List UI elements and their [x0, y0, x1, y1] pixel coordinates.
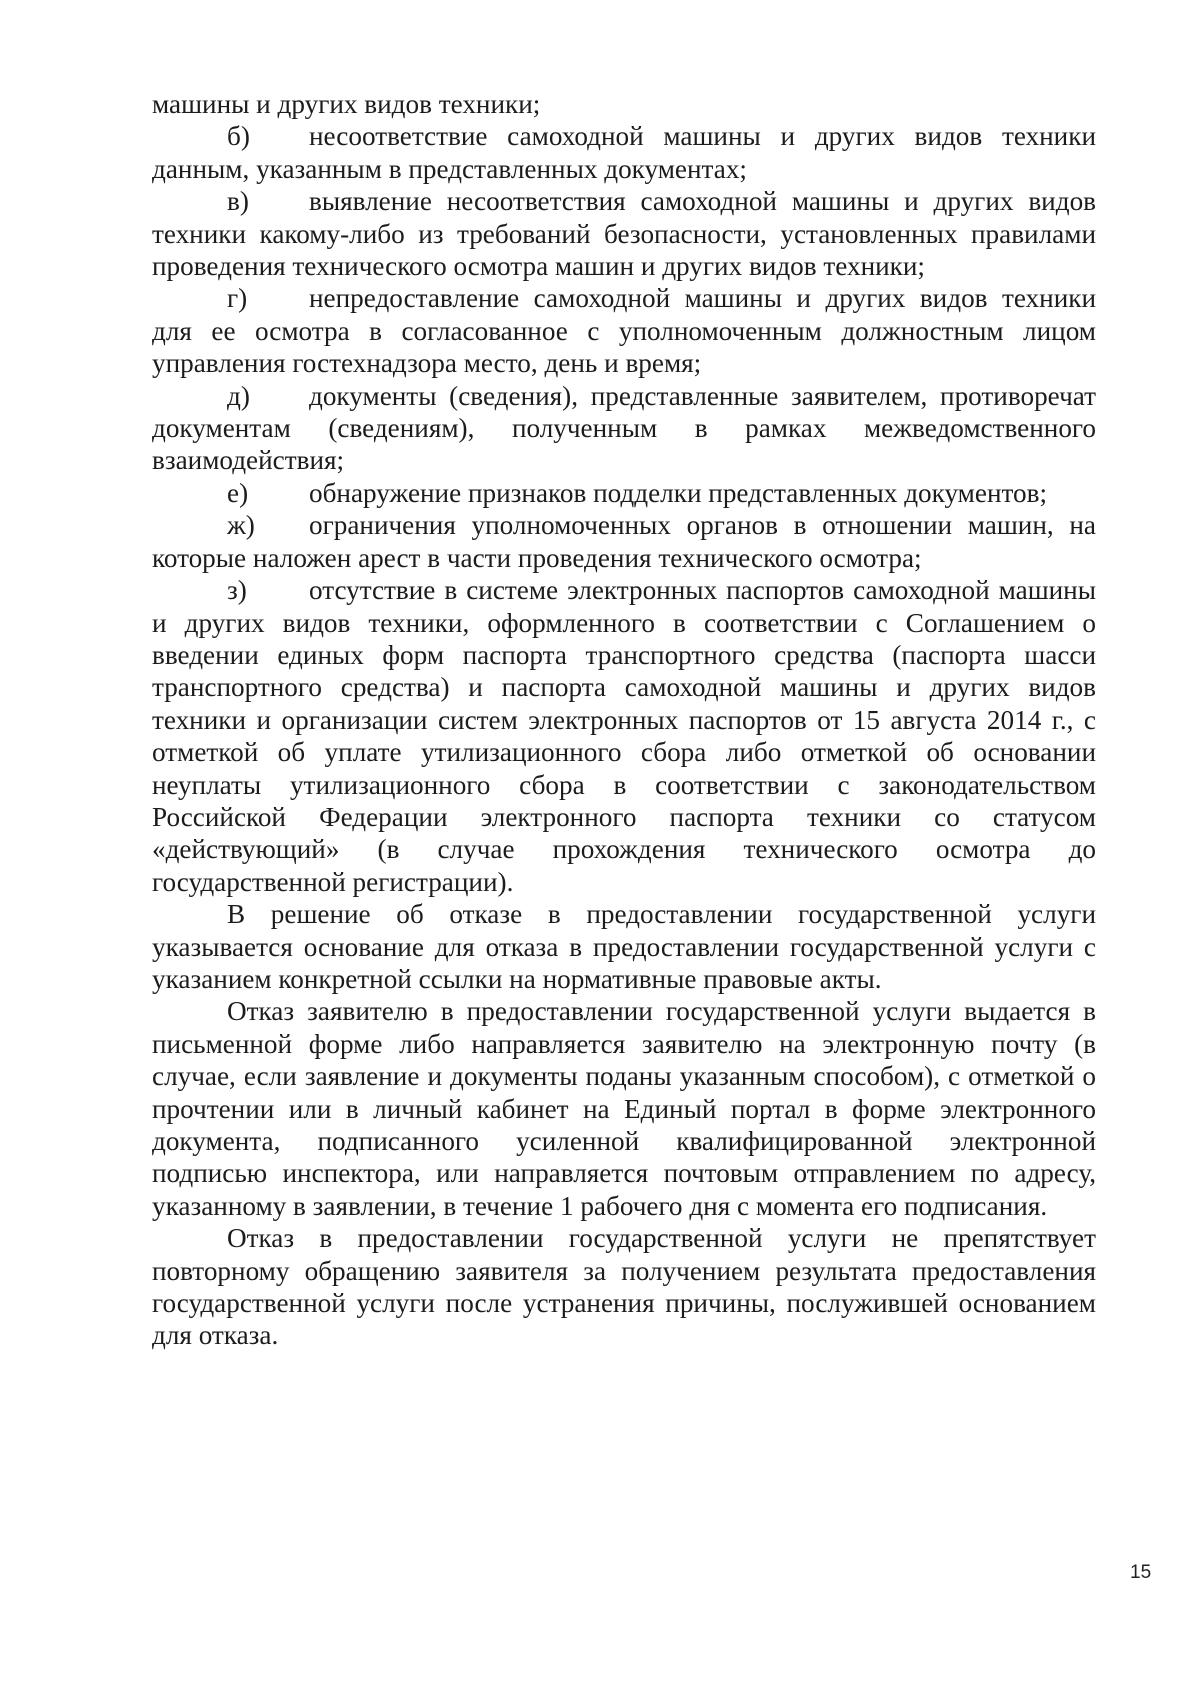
- list-item-zh: [152, 509, 1096, 574]
- document-body: [152, 88, 1096, 1352]
- list-item-b: [152, 120, 1096, 185]
- list-item-text: непредоставление самоходной машины и других видов техники для ее осмотра в согласованное с уполномоченным должностным лицом управления гостехнадзора место, день и время;: [152, 283, 1096, 379]
- list-marker: в): [227, 186, 249, 217]
- list-item-v: [152, 185, 1096, 282]
- list-item-text: отсутствие в системе электронных паспортов самоходной машины и других видов техники, оформленного в соответствии с Соглашением о введении единых форм паспорта транспортного средства (паспорта шасси транспортного средства) и паспорта самоходной машины и других видов техники и организации систем электронных паспортов от 15 августа 2014 г., с отметкой об уплате утилизационного сбора либо отметкой об основании неуплаты утилизационного сбора в соответствии с законодательством Российской Федерации электронного паспорта техники со статусом «действующий» (в случае прохождения технического осмотра до государственной регистрации).: [152, 575, 1096, 897]
- list-item-text: выявление несоответствия самоходной машины и других видов техники какому-либо из требований безопасности, установленных правилами проведения технического осмотра машин и других видов техники;: [152, 186, 1096, 282]
- list-marker: г): [227, 283, 248, 314]
- list-item-text: несоответствие самоходной машины и других видов техники данным, указанным в представленных документах;: [152, 121, 1096, 184]
- list-item-z: [152, 574, 1096, 898]
- list-marker: д): [227, 380, 250, 411]
- list-marker: ж): [227, 510, 255, 541]
- list-marker: з): [227, 575, 247, 606]
- list-item-g: [152, 282, 1096, 379]
- list-item-text: ограничения уполномоченных органов в отношении машин, на которые наложен арест в части проведения технического осмотра;: [152, 510, 1096, 573]
- list-marker: б): [227, 121, 250, 152]
- page-number: 15: [1130, 1562, 1152, 1583]
- list-item-text: обнаружение признаков подделки представленных документов;: [309, 477, 1048, 508]
- paragraph-refusal-basis: В решение об отказе в предоставлении государственной услуги указывается основание для отказа в предоставлении государственной услуги с указанием конкретной ссылки на нормативные правовые акты.: [152, 899, 1096, 994]
- paragraph-refusal-delivery: Отказ заявителю в предоставлении государственной услуги выдается в письменной форме либо направляется заявителю на электронную почту (в случае, если заявление и документы поданы указанным способом), с отметкой о прочтении или в личный кабинет на Единый портал в форме электронного документа, подписанного усиленной квалифицированной электронной подписью инспектора, или направляется почтовым отправлением по адресу, указанному в заявлении, в течение 1 рабочего дня с момента его подписания.: [152, 996, 1096, 1221]
- list-marker: е): [227, 477, 249, 508]
- paragraph-repeat-request: Отказ в предоставлении государственной услуги не препятствует повторному обращению заявителя за получением результата предоставления государственной услуги после устранения причины, послужившей основанием для отказа.: [152, 1223, 1096, 1351]
- continuation-line: машины и других видов техники;: [152, 89, 541, 119]
- list-item-text: документы (сведения), представленные заявителем, противоречат документам (сведениям), полученным в рамках межведомственного взаимодействия;: [152, 380, 1096, 476]
- list-item-d: [152, 380, 1096, 477]
- list-item-e: [152, 477, 1096, 509]
